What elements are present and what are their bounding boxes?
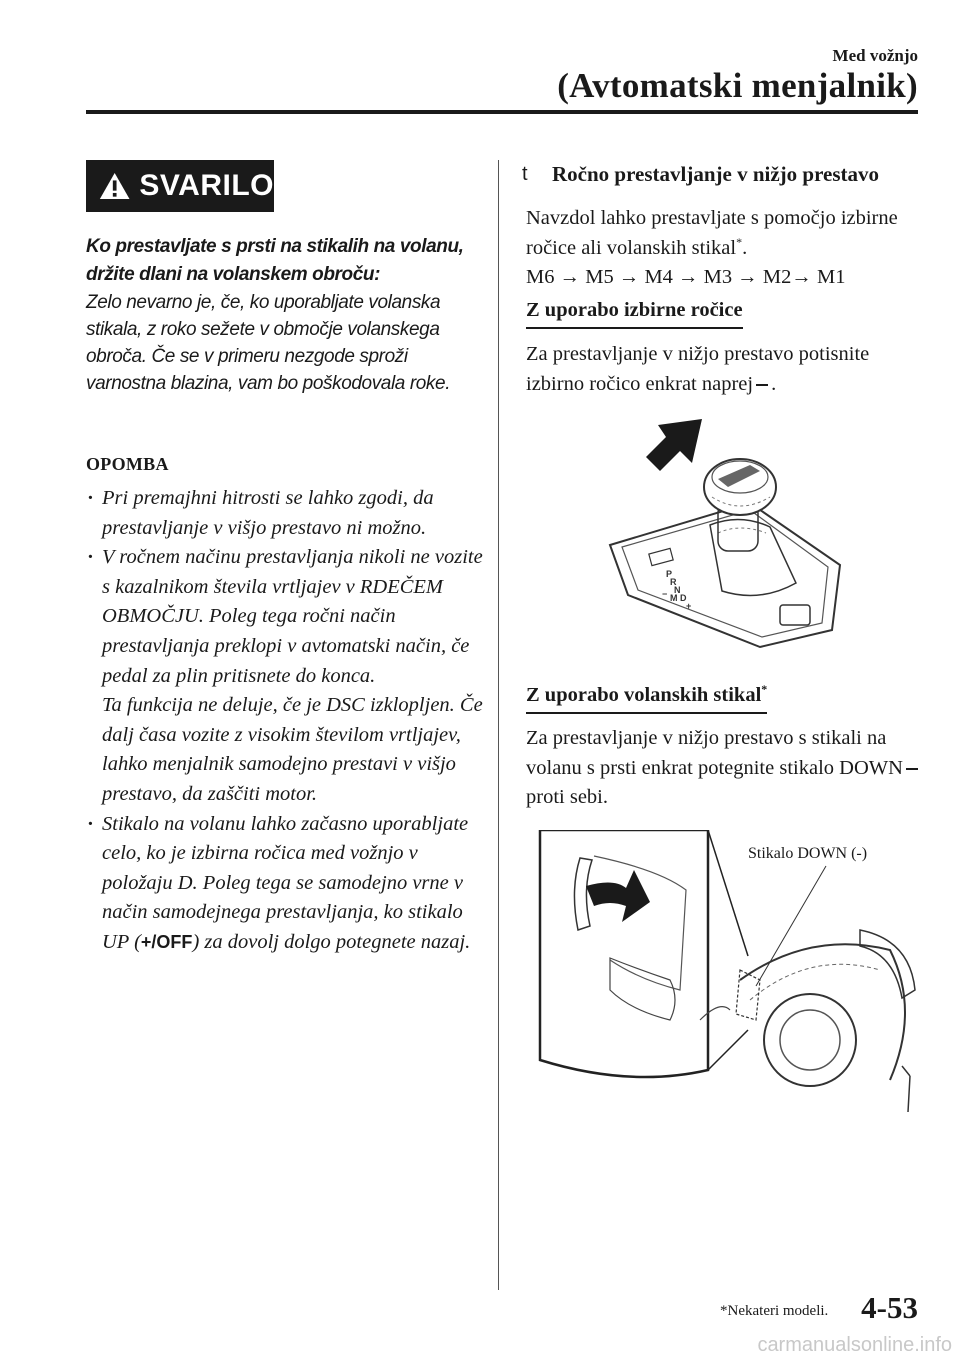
watermark: carmanualsonline.info [757, 1334, 952, 1356]
gate-label-n: N [674, 585, 681, 595]
gate-label-m: M [670, 593, 678, 603]
lever-instruction-end: . [771, 372, 777, 395]
header-rule [86, 110, 918, 114]
warning-body: Zelo nevarno je, če, ko uporabljate volanska stikala, z roko sežete v območje volanskega obroča. Če se v primeru nezgode sproži varnostna blazina, vam bo poškodovala roke. [86, 292, 451, 394]
gate-label-minus: − [662, 589, 668, 599]
section-title: Ročno prestavljanje v nižjo prestavo [552, 162, 880, 186]
paddle-text [526, 724, 926, 813]
note-item-text: V ročnem načinu prestavljanja nikoli ne vozite s kazalnikom števila vrtljajev v RDEČEM OBMOČJU. Poleg tega ročni način prestavljanja preklopi v avtomatski način, če pedal za plin pritisnete do konca. [102, 546, 483, 687]
lever-text [526, 340, 926, 399]
note-item-text: ) za dovolj dolgo potegnete nazaj. [192, 930, 471, 953]
downshift-intro [526, 204, 926, 293]
section-marker: t [522, 163, 528, 185]
minus-icon [906, 768, 918, 771]
gate-label-r: R [670, 577, 677, 587]
note-item-text: Ta funkcija ne deluje, če je DSC izklopljen. Če dalj časa vozite z visokim številom vrtljajev, lahko menjalnik samodejno prestavi v višjo prestavo, da zaščiti motor. [102, 694, 483, 805]
gear-sequence: M6 → M5 → M4 → M3 → M2→ M1 [526, 266, 846, 289]
gate-label-p: P [666, 569, 673, 579]
note-list [86, 484, 486, 958]
lever-instruction: Za prestavljanje v nižjo prestavo potisnite izbirno ročico enkrat naprej [526, 343, 870, 395]
lever-heading: Z uporabo izbirne ročice [526, 299, 743, 329]
push-arrow-icon [646, 419, 702, 471]
note-item [86, 543, 486, 809]
column-divider [498, 160, 499, 1290]
gate-label-plus: + [686, 601, 692, 611]
intro-end: . [742, 236, 748, 259]
warning-label: SVARILO [139, 169, 274, 202]
pull-arrow-icon [586, 870, 650, 922]
paddle-heading-text: Z uporabo volanskih stikal [526, 684, 762, 706]
paddle-instruction: Za prestavljanje v nižjo prestavo s stikali na volanu s prsti enkrat potegnite stikalo DOWN [526, 727, 903, 779]
note-heading: OPOMBA [86, 454, 169, 474]
paddle-instruction-end: proti sebi. [526, 786, 608, 809]
note-item-text: Stikalo na volanu lahko začasno uporabljate celo, ko je izbirna ročica med vožnjo v položaju D. Poleg tega se samodejno vrne v način samodejnega prestavljanja, ko stikalo UP ( [102, 812, 469, 953]
steering-wheel-illustration [530, 830, 920, 1120]
intro-text: Navzdol lahko prestavljate s pomočjo izbirne ročice ali volanskih stikal [526, 207, 898, 259]
down-switch-callout: Stikalo DOWN (-) [748, 845, 868, 862]
note-item [86, 810, 486, 958]
page-title: (Avtomatski menjalnik) [557, 66, 918, 105]
note-item: · Pri premajhni hitrosti se lahko zgodi, da prestavljanje v višjo prestavo ni možno. [86, 484, 486, 543]
warning-heading: Ko prestavljate s prsti na stikalih na volanu, držite dlani na volanskem obroču: [86, 236, 464, 285]
paddle-heading [526, 684, 767, 714]
footnote-marker: * [761, 682, 768, 697]
header-section: Med vožnjo [832, 46, 918, 65]
minus-icon [756, 384, 768, 387]
gate-label-d: D [680, 593, 687, 603]
footnote: *Nekateri modeli. [720, 1303, 829, 1319]
up-off-symbol: +/OFF [140, 931, 193, 952]
warning-icon [98, 170, 131, 202]
warning-banner [86, 160, 274, 212]
page-number: 4-53 [861, 1290, 918, 1325]
shift-lever-illustration [600, 415, 860, 665]
footnote-marker: * [736, 234, 743, 249]
